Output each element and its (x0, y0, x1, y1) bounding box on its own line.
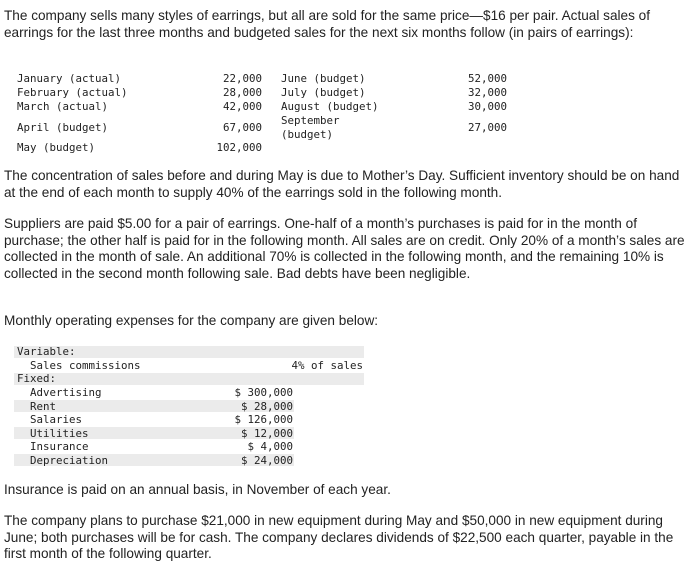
row-shading (14, 373, 364, 385)
sales-value: 102,000 (216, 141, 262, 154)
sales-value: 32,000 (467, 86, 507, 99)
expense-label: Advertising (30, 386, 102, 399)
suppliers-paragraph: Suppliers are paid $5.00 for a pair of earrings. One-half of a month’s purchases is paid for in the month of purchase; the other half is paid for in the following month. All sales are on credit. Only 20% of a month’s sales are collected in the month of sale. An additional 70% is collected in the following month, and the remaining 10% is collected in the second month following sale. Bad debts have been negligible. (4, 216, 685, 281)
sales-month-label: July (budget) (281, 86, 366, 99)
sales-value: 52,000 (467, 72, 507, 85)
sales-month-label: February (actual) (17, 86, 128, 99)
sales-month-label: May (budget) (17, 141, 96, 154)
expense-label: Insurance (30, 440, 89, 453)
plans-paragraph: The company plans to purchase $21,000 in new equipment during May and $50,000 in new equipment during June; both purchases will be for cash. The company declares dividends of $22,500 each quarter, payable in the first month of the following quarter. (4, 513, 674, 561)
commission-label: Sales commissions (30, 359, 141, 372)
expense-value: $ 12,000 (240, 427, 293, 440)
expense-label: Salaries (30, 413, 83, 426)
expense-value: $ 24,000 (240, 454, 293, 467)
expense-value: $ 300,000 (234, 386, 293, 399)
sales-value: 28,000 (222, 86, 262, 99)
expense-value: $ 4,000 (247, 440, 293, 453)
intro-paragraph: The company sells many styles of earrings, but all are sold for the same price—$16 per pair. Actual sales of earrings for the last three months and budgeted sales for the next six months follow (in pairs of earrings): (4, 8, 651, 40)
sales-value: 22,000 (222, 72, 262, 85)
sales-month-label: August (budget) (281, 100, 379, 113)
expenses-intro: Monthly operating expenses for the company are given below: (4, 313, 379, 328)
sales-value: 27,000 (467, 121, 507, 134)
sales-month-label: January (actual) (17, 72, 122, 85)
sales-value: 42,000 (222, 100, 262, 113)
concentration-paragraph: The concentration of sales before and during May is due to Mother’s Day. Sufficient inventory should be on hand at the end of each month to supply 40% of the earrings sold in the following month. (4, 168, 680, 200)
expense-label: Rent (30, 400, 57, 413)
sales-month-label: (budget) (281, 128, 334, 141)
sales-month-label: March (actual) (17, 100, 109, 113)
expense-value: $ 28,000 (240, 400, 293, 413)
sales-month-label: April (budget) (17, 121, 109, 134)
expense-label: Utilities (30, 427, 89, 440)
sales-month-label: June (budget) (281, 72, 366, 85)
sales-value: 67,000 (222, 121, 262, 134)
sales-month-label: September (281, 114, 340, 127)
variable-heading: Variable: (17, 345, 76, 358)
insurance-paragraph: Insurance is paid on an annual basis, in November of each year. (4, 482, 391, 497)
fixed-heading: Fixed: (17, 372, 57, 385)
expense-value: $ 126,000 (234, 413, 293, 426)
sales-value: 30,000 (467, 100, 507, 113)
commission-value: 4% of sales (291, 359, 363, 372)
expense-label: Depreciation (30, 454, 109, 467)
